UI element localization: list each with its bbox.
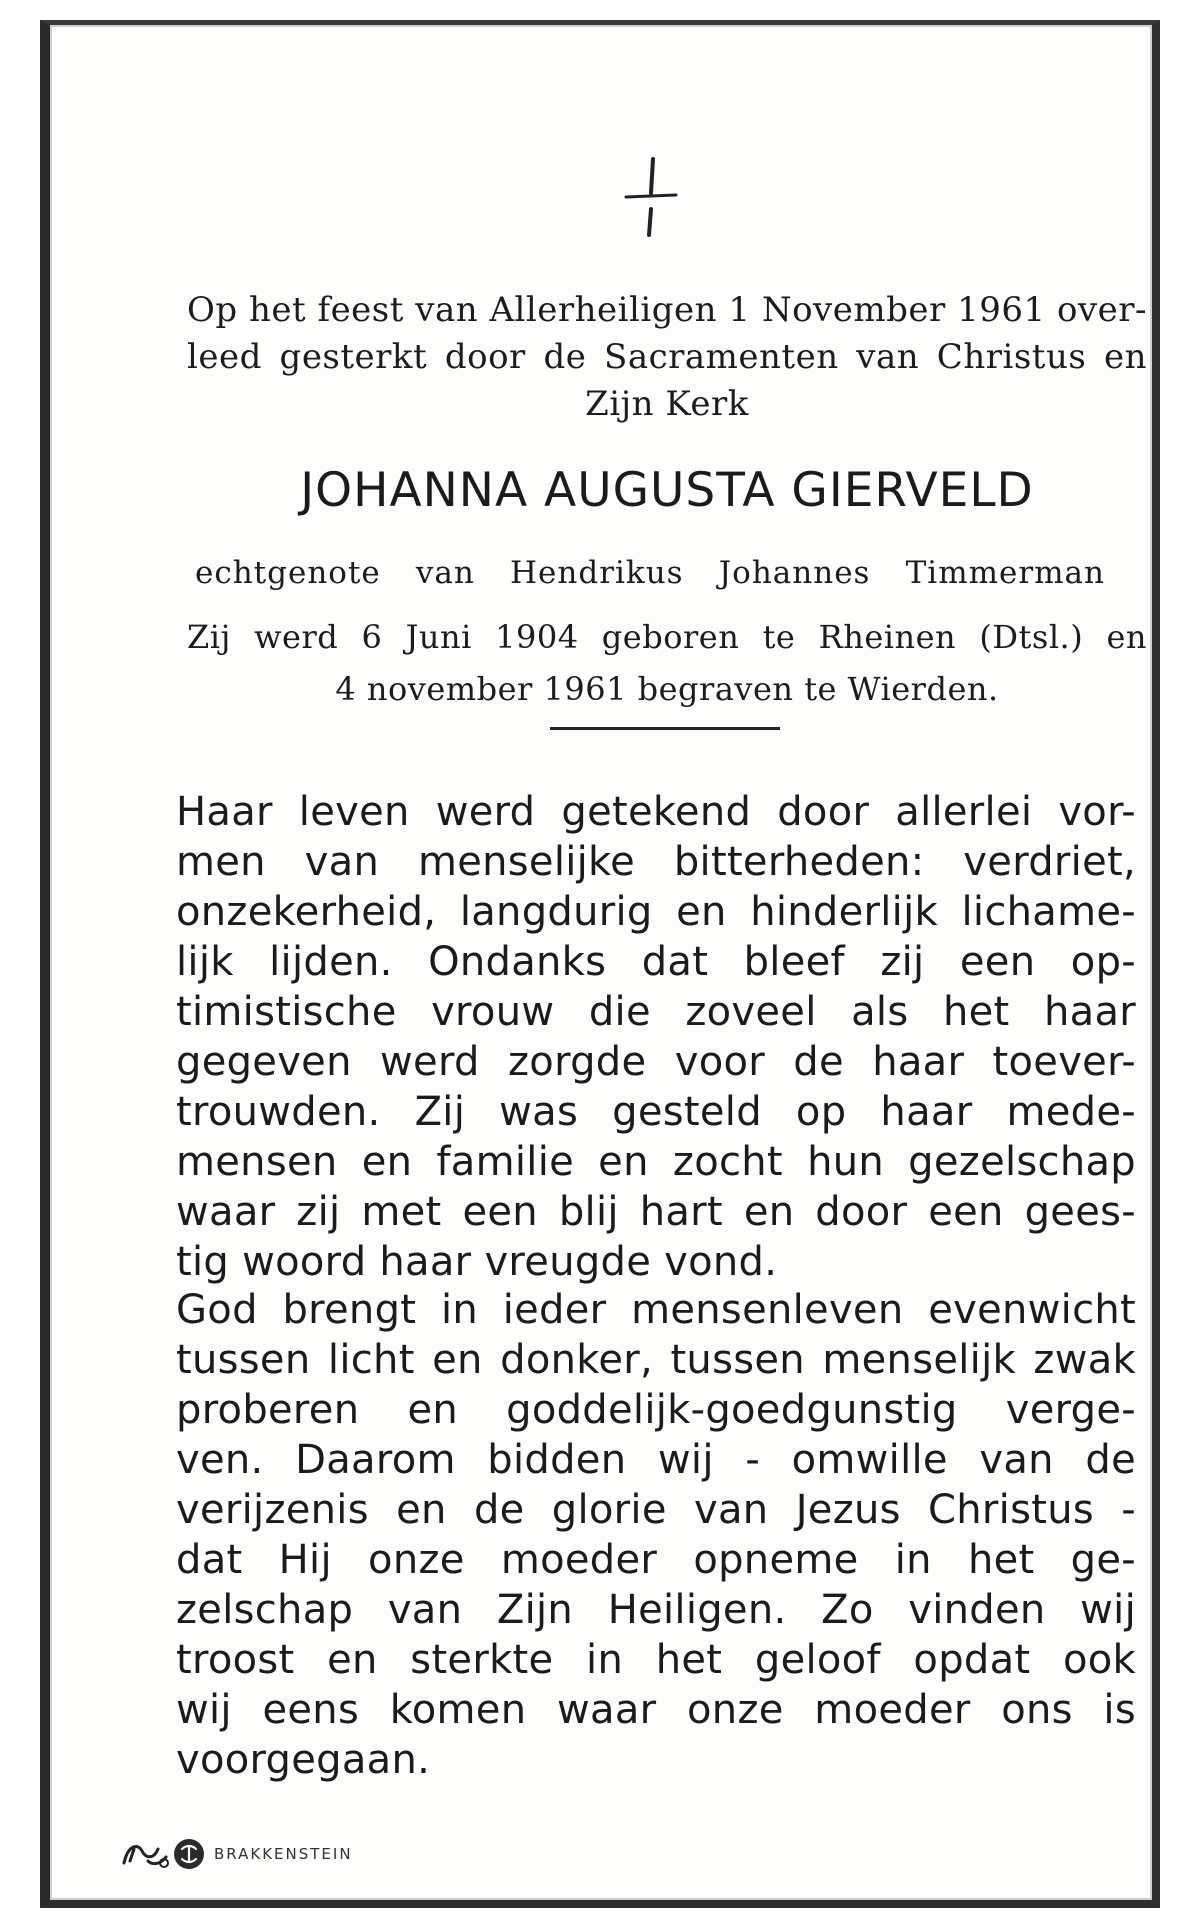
paragraph-line: voorgegaan. [176,1737,431,1783]
paragraph-line: tig woord haar vreugde vond. [176,1239,778,1285]
publisher-logo-icon [120,1837,172,1871]
intro-text [187,287,1147,428]
paragraph-line: lijk lijden. Ondanks dat bleef zij een op- [176,939,1136,985]
intro-line: Op het feest van Allerheiligen 1 November 1961 over- [187,290,1147,330]
intro-line: Zijn Kerk [585,384,749,424]
paragraph-line: Haar leven werd getekend door allerlei vor- [176,789,1136,835]
memorial-card [40,20,1160,1908]
paragraph-line: zelschap van Zijn Heiligen. Zo vinden wij [176,1587,1136,1633]
paragraph-line: verijzenis en de glorie van Jezus Christus - [176,1487,1136,1533]
paragraph-line: troost en sterkte in het geloof opdat ook [176,1637,1136,1683]
publisher-seal-icon [172,1837,206,1871]
paragraph-line: wij eens komen waar onze moeder ons is [176,1687,1136,1733]
paragraph-line: proberen en goddelijk-goedgunstig verge- [176,1387,1136,1433]
paragraph-line: timistische vrouw die zoveel als het haar [176,989,1136,1035]
intro-line: leed gesterkt door de Sacramenten van Christus en [187,337,1147,377]
paragraph-line: dat Hij onze moeder opneme in het ge- [176,1537,1136,1583]
deceased-name: JOHANNA AUGUSTA GIERVELD [300,463,1034,518]
paragraph-line: men van menselijke bitterheden: verdriet, [176,839,1136,885]
spouse-line: echtgenote van Hendrikus Johannes Timmerman [195,555,1105,591]
publisher-name: BRAKKENSTEIN [214,1845,353,1863]
birth-line: Zij werd 6 Juni 1904 geboren te Rheinen (Dtsl.) en [187,618,1147,656]
paragraph-line: gegeven werd zorgde voor de haar toever- [176,1039,1136,1085]
paragraph-line: waar zij met een blij hart en door een gees- [176,1189,1136,1235]
divider [550,727,780,730]
burial-line: 4 november 1961 begraven te Wierden. [335,670,999,708]
paragraph-line: God brengt in ieder mensenleven evenwicht [176,1287,1136,1333]
cross-icon [620,153,680,243]
paragraph-line: mensen en familie en zocht hun gezelschap [176,1139,1136,1185]
publisher-mark [120,1837,353,1871]
paragraph-line: tussen licht en donker, tussen menselijk zwak [176,1337,1136,1383]
life-paragraph [176,787,1136,1287]
prayer-paragraph [176,1285,1136,1785]
birth-burial-text [187,611,1147,715]
paragraph-line: ven. Daarom bidden wij - omwille van de [176,1437,1136,1483]
paragraph-line: trouwden. Zij was gesteld op haar mede- [176,1089,1136,1135]
paragraph-line: onzekerheid, langdurig en hinderlijk lichame- [176,889,1136,935]
